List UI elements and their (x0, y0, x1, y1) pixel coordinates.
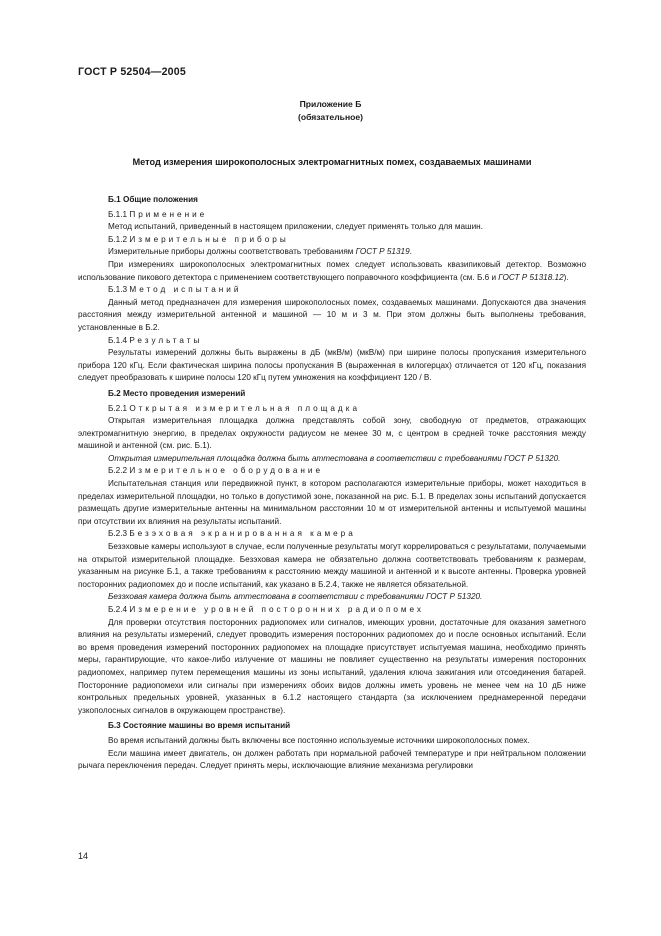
document-title: Метод измерения широкополосных электромагнитных помех, создаваемых машинами (132, 157, 532, 167)
paragraph: При измерениях широкополосных электромагнитных помех следует использовать квазипиковый детектор. Возможно использование пикового детектора с применением соответствующего поправочного коэффициента (см. Б.6 и ГОСТ Р 51318.12). (78, 259, 586, 282)
appendix-title: Приложение Б (299, 99, 362, 109)
paragraph: Во время испытаний должны быть включены все постоянно используемые источники широкополосных помех. (108, 735, 530, 745)
paragraph: Открытая измерительная площадка должна представлять собой зону, свободную от предметов, отражающих электромагнитную энергию, в пределах окружности радиусом не менее 30 м, с центром в средней точке расстояния между машиной и антенной (см. рис. Б.1). (78, 416, 586, 451)
subsection-b2-2: Б.2.2 Измерительное оборудование (108, 466, 324, 476)
page-number: 14 (78, 851, 89, 861)
italic-note: Открытая измерительная площадка должна быть аттестована в соответствии с требованиями ГОСТ Р 51320. (108, 453, 561, 463)
document-code-header: ГОСТ Р 52504—2005 (78, 66, 186, 78)
paragraph: Испытательная станция или передвижной пункт, в котором располагаются измерительные приборы, может находиться в пределах измерительной площадки, но только в допустимой зоне, показанной на рис. Б.1. В пределах зоны испытаний допускается размещать другие измерительные антенны на минимальном расстоянии 10 м от измерительной антенны и испытуемой машины при отсутствии их влияния на результаты испытаний. (78, 479, 586, 526)
paragraph: Данный метод предназначен для измерения широкополосных помех, создаваемых машинами. Допускаются два значения расстояния между измерительной антенной и машиной — 10 м и 3 м. При этом должны быть выполнены требования, установленные в Б.2. (78, 297, 586, 332)
italic-note: Безэховая камера должна быть аттестована в соответствии с требованиями ГОСТ Р 51320. (108, 592, 483, 602)
subsection-b1-2: Б.1.2 Измерительные приборы (108, 234, 289, 244)
section-heading-b1: Б.1 Общие положения (108, 195, 198, 204)
paragraph: Измерительные приборы должны соответствовать требованиям ГОСТ Р 51319. (108, 247, 412, 257)
paragraph: Метод испытаний, приведенный в настоящем приложении, следует применять только для машин. (108, 222, 483, 232)
subsection-b2-1: Б.2.1 Открытая измерительная площадка (108, 403, 361, 413)
paragraph: Результаты измерений должны быть выражены в дБ (мкВ/м) (мкВ/м) при ширине полосы пропускания измерительного прибора 120 кГц. Если фактическая ширина полосы пропускания B (выраженная в килогерцах) отличается от 120 кГц, показания следует преобразовать к ширине полосы 120 кГц путем умножения на коэффициент 120 / B. (78, 348, 586, 383)
paragraph: Безэховые камеры используют в случае, если полученные результаты могут коррелироваться с результатами, получаемыми на открытой измерительной площадке. Безэховая камера не обязательно должна соответствовать требованиям к размерам, указанным на рисунке Б.1, а также требованиям к расстоянию между машиной и антенной и к высоте антенны. Проверка уровней посторонних радиопомех до и после испытаний, как указано в Б.2.4, также не является обязательной. (78, 542, 586, 589)
section-heading-b2: Б.2 Место проведения измерений (108, 388, 246, 398)
subsection-b1-4: Б.1.4 Результаты (108, 335, 203, 345)
standard-reference: ГОСТ Р 51319 (355, 247, 410, 257)
section-heading-b3: Б.3 Состояние машины во время испытаний (108, 721, 291, 731)
subsection-b2-4: Б.2.4 Измерение уровней посторонних радиопомех (108, 605, 425, 614)
document-body (78, 191, 586, 773)
paragraph: Если машина имеет двигатель, он должен работать при нормальной рабочей температуре и при нейтральном положении рычага переключения передач. Следует принять меры, исключающие влияние механизма регулировки (78, 748, 586, 771)
standard-reference: ГОСТ Р 51318.12 (498, 272, 564, 282)
paragraph: Для проверки отсутствия посторонних радиопомех или сигналов, имеющих уровни, достаточные для оказания заметного влияния на результаты измерений, следует проводить измерения посторонних радиопомех до и после основных испытаний. Если во время проведения измерений посторонних радиопомех на площадке присутствует испытуемая машина, необходимо принять меры, гарантирующие, что какое-либо излучение от машины не повлияет существенно на результаты измерения посторонних радиопомех, например путем перемещения машины из зоны испытаний, удаления ключа зажигания или отсоединения батарей. Посторонние радиопомехи или сигналы при измерениях обоих видов должны иметь уровень не менее чем на 10 дБ ниже контрольных предельных уровней, указанных в 6.1.2 настоящего стандарта (за исключением преднамеренной передачи узкополосных сигналов в окружающем пространстве). (78, 617, 586, 715)
subsection-b1-3: Б.1.3 Метод испытаний (108, 285, 242, 295)
appendix-status: (обязательное) (297, 112, 364, 122)
subsection-b2-3: Б.2.3 Безэховая экранированная камера (108, 529, 356, 539)
subsection-b1-1: Б.1.1 Применение (108, 209, 208, 219)
